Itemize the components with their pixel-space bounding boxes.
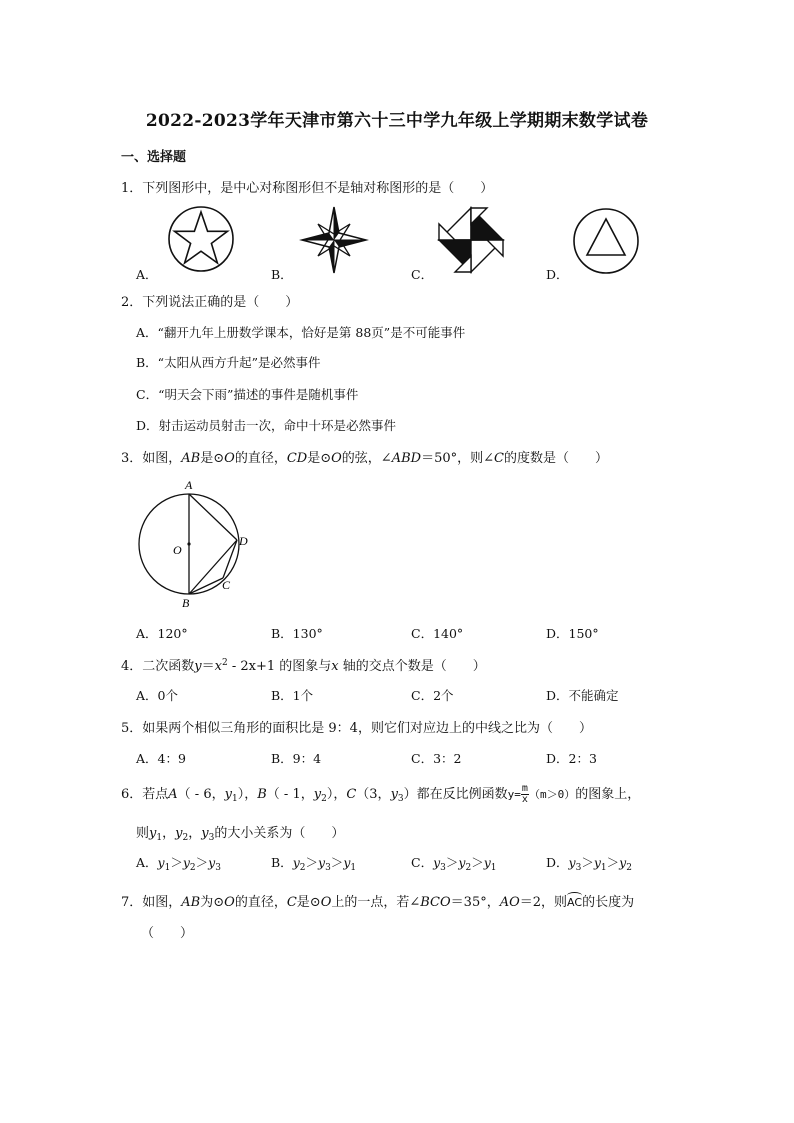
label-c: C	[222, 578, 231, 592]
section-header: 一、选择题	[121, 150, 187, 165]
label-d: D	[239, 534, 248, 548]
q2-option-a: A．“翻开九年上册数学课本，恰好是第 88页”是不可能事件	[136, 325, 466, 340]
q5-option-d: D．2：3	[546, 751, 597, 766]
arc-ac: AC	[567, 896, 583, 909]
q6-option-b: B．$y_2>y_3>y_1$	[271, 855, 357, 873]
q5-option-c: C．3：2	[411, 751, 462, 766]
question-4-stem: 4．二次函数$y=x^2 - 2x+1$ 的图象与x 轴的交点个数是（ ）	[121, 658, 486, 674]
q1-figure-c-pinwheel	[436, 205, 506, 275]
q2-option-d: D．射击运动员射击一次，命中十环是必然事件	[136, 418, 397, 433]
q2-option-b: B．“太阳从西方升起”是必然事件	[136, 355, 321, 370]
question-6-stem-line2: 则$y_1$，$y_2$，$y_3$的大小关系为（ ）	[136, 826, 345, 843]
label-b: B	[182, 596, 190, 610]
q4-option-a: A．0个	[136, 688, 178, 703]
question-2-stem: 2．下列说法正确的是（ ）	[121, 295, 299, 310]
label-o: O	[173, 543, 182, 557]
q3-option-d: D．150°	[546, 626, 599, 641]
question-7-stem: 7．如图，AB为⊙O的直径，C是⊙O上的一点，若∠BCO＝35°，AO＝2，则AC的长度为	[121, 895, 635, 910]
page-title: 2022-2023学年天津市第六十三中学九年级上学期期末数学试卷	[145, 111, 649, 131]
q3-option-a: A．120°	[136, 626, 188, 641]
question-3-stem: 3．如图，AB是⊙O的直径，CD是⊙O的弦，∠ABD＝50°，则∠C的度数是（ ）	[121, 451, 608, 466]
q1-option-b: B．	[271, 267, 293, 282]
q5-option-b: B．9：4	[271, 751, 322, 766]
q3-circle-figure	[130, 478, 260, 612]
q1-figure-d-triangle-in-circle	[572, 207, 640, 275]
q6-option-d: D．$y_3>y_1>y_2$	[546, 855, 632, 873]
q5-option-a: A．4：9	[136, 751, 186, 766]
question-7-stem-line2: （ ）	[141, 926, 194, 941]
q4-option-d: D．不能确定	[546, 688, 619, 703]
q1-option-c: C．	[411, 267, 434, 282]
q1-option-a: A．	[136, 267, 158, 282]
q4-option-c: C．2个	[411, 688, 454, 703]
q6-option-c: C．$y_3>y_2>y_1$	[411, 855, 497, 873]
q2-option-c: C．“明天会下雨”描述的事件是随机事件	[136, 387, 359, 402]
fraction-m-over-x: $\frac{m}{x}$	[521, 783, 528, 805]
q3-option-b: B．130°	[271, 626, 323, 641]
q6-option-a: A．$y_1>y_2>y_3$	[136, 855, 221, 873]
label-a: A	[185, 478, 193, 492]
q1-figure-a-star-in-circle	[163, 205, 239, 273]
q4-option-b: B．1个	[271, 688, 314, 703]
question-1-stem: 1．下列图形中，是中心对称图形但不是轴对称图形的是（ ）	[121, 181, 494, 196]
q1-figure-b-compass-star	[299, 205, 369, 275]
question-6-stem: 6．若点A（ - 6，$y_1$），B（ - 1，$y_2$），C（3，$y_3$）都在反比例函数y= $\frac{m}{x}$ （m＞0）的图象上，	[121, 783, 641, 805]
q3-option-c: C．140°	[411, 626, 464, 641]
q1-option-d: D．	[546, 267, 569, 282]
question-5-stem: 5．如果两个相似三角形的面积比是 9：4，则它们对应边上的中线之比为（ ）	[121, 721, 592, 736]
